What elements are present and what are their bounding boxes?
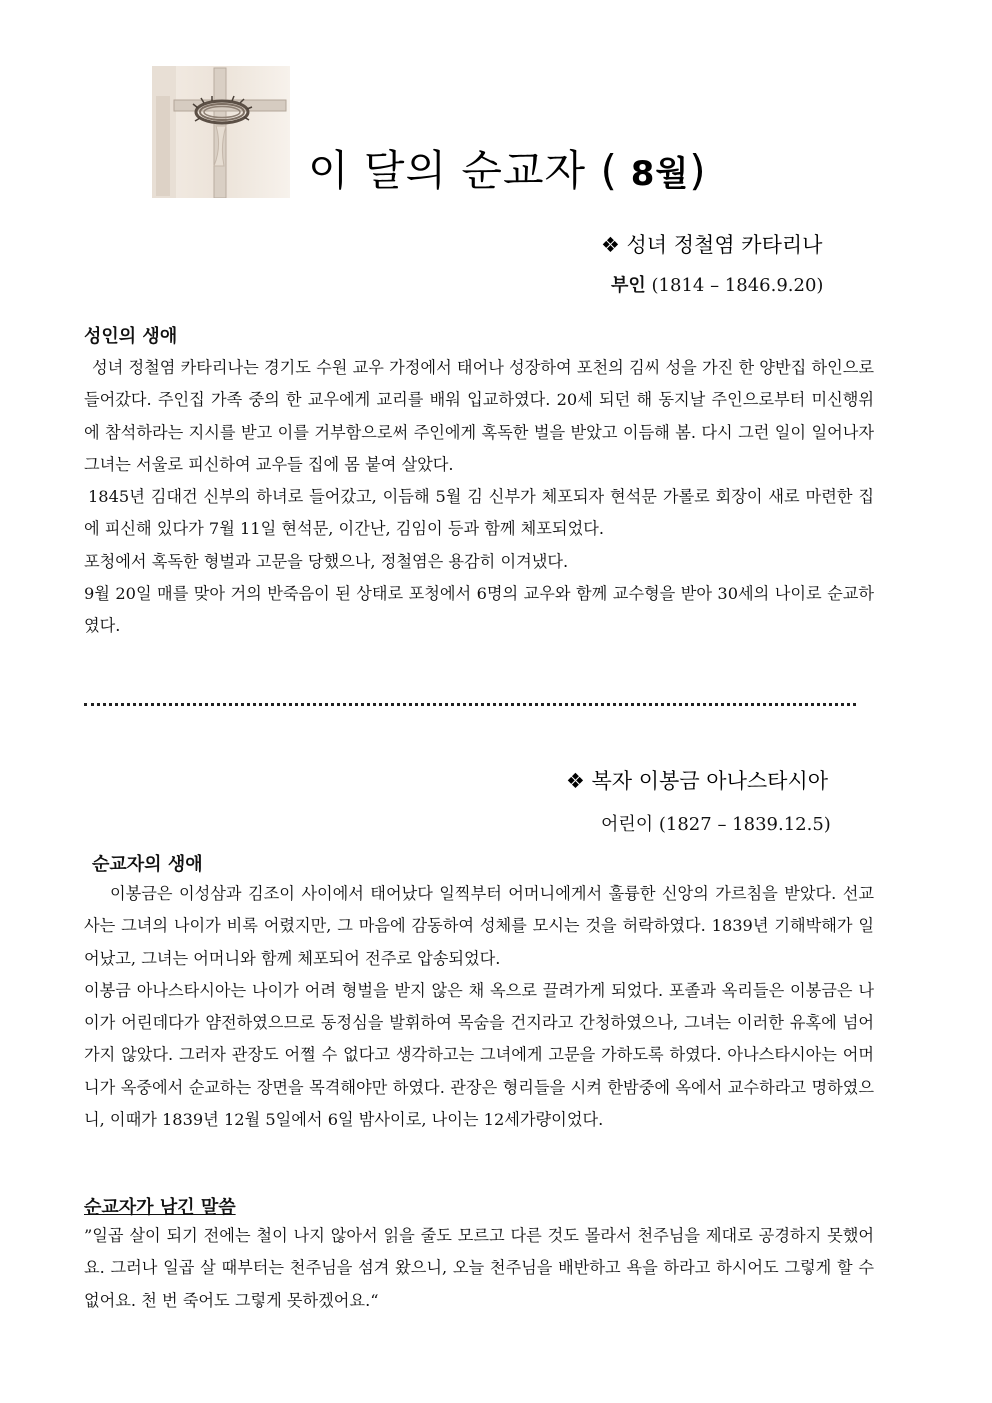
crucifix-crown-of-thorns-image bbox=[152, 66, 290, 198]
martyr-words-title: 순교자가 남긴 말씀 bbox=[84, 1197, 236, 1218]
saint1-paragraph: 9월 20일 매를 맞아 거의 반죽음이 된 상태로 포청에서 6명의 교우와 함께 교수형을 받아 30세의 나이로 순교하였다. bbox=[84, 584, 874, 636]
saint2-paragraph: 이봉금은 이성삼과 김조이 사이에서 태어났다 일찍부터 어머니에게서 훌륭한 신앙의 가르침을 받았다. 선교사는 그녀의 나이가 비록 어렸지만, 그 마음에 감동하여 성체를 모시는 것을 허락하였다. 1839년 기해박해가 일어났고, 그녀는 어머니와 함께 체포되어 전주로 압송되었다. bbox=[84, 884, 874, 968]
saint1-subtitle bbox=[611, 271, 823, 297]
saint1-paragraph: 포청에서 혹독한 형벌과 고문을 당했으나, 정철염은 용감히 이겨냈다. bbox=[84, 551, 569, 571]
martyr-quote-text: ”일곱 살이 되기 전에는 철이 나지 않아서 읽을 줄도 모르고 다른 것도 몰라서 천주님을 제대로 공경하지 못했어요. 그러나 일곱 살 때부터는 천주님을 섬겨 왔으니, 오늘 천주님을 배반하고 욕을 하라고 하시어도 그렇게 할 수 없어요. 천 번 죽어도 그렇게 못하겠어요.“ bbox=[84, 1226, 874, 1310]
saint1-status: 부인 bbox=[611, 275, 646, 296]
diamond-bullet-icon: ❖ bbox=[566, 769, 585, 793]
saint1-dates: (1814 – 1846.9.20) bbox=[651, 275, 824, 296]
saint2-section-title: 순교자의 생애 bbox=[92, 854, 203, 875]
page-title-month: 8월 bbox=[617, 154, 690, 194]
saint2-subtitle: 어린이 (1827 – 1839.12.5) bbox=[601, 814, 831, 835]
saint1-biography bbox=[84, 352, 874, 643]
martyr-words-quote bbox=[84, 1220, 874, 1317]
saint1-heading bbox=[601, 229, 822, 259]
section-divider bbox=[84, 703, 856, 706]
page-title bbox=[308, 138, 707, 198]
saint1-paragraph: 1845년 김대건 신부의 하녀로 들어갔고, 이듬해 5월 김 신부가 체포되자 현석문 가롤로 회장이 새로 마련한 집에 피신해 있다가 7월 11일 현석문, 이간난, 김임이 등과 함께 체포되었다. bbox=[84, 487, 874, 539]
page-title-close: ) bbox=[689, 146, 707, 195]
saint2-heading bbox=[566, 765, 828, 795]
saint2-name: 복자 이봉금 아나스타시아 bbox=[591, 769, 829, 793]
saint2-biography bbox=[84, 878, 874, 1136]
diamond-bullet-icon: ❖ bbox=[601, 233, 620, 257]
saint2-paragraph: 이봉금 아나스타시아는 나이가 어려 형벌을 받지 않은 채 옥으로 끌려가게 되었다. 포졸과 옥리들은 이봉금은 나이가 어린데다가 얌전하였으므로 동정심을 발휘하여 목숨을 건지라고 간청하였으나, 그녀는 이러한 유혹에 넘어가지 않았다. 그러자 관장도 어쩔 수 없다고 생각하고는 그녀에게 고문을 가하도록 하였다. 아나스타시아는 어머니가 옥중에서 순교하는 장면을 목격해야만 하였다. 관장은 형리들을 시켜 한밤중에 옥에서 교수하라고 명하였으니, 이때가 1839년 12월 5일에서 6일 밤사이로, 나이는 12세가량이었다. bbox=[84, 980, 874, 1130]
page-title-main: 이 달의 순교자 ( bbox=[308, 146, 618, 195]
saint1-name: 성녀 정철염 카타리나 bbox=[626, 233, 823, 257]
saint1-section-title: 성인의 생애 bbox=[84, 326, 178, 347]
saint1-paragraph: 성녀 정철염 카타리나는 경기도 수원 교우 가정에서 태어나 성장하여 포천의 김씨 성을 가진 한 양반집 하인으로 들어갔다. 주인집 가족 중의 한 교우에게 교리를 배워 입교하였다. 20세 되던 해 동지날 주인으로부터 미신행위에 참석하라는 지시를 받고 이를 거부함으로써 주인에게 혹독한 벌을 받았고 이듬해 봄. 다시 그런 일이 일어나자 그녀는 서울로 피신하여 교우들 집에 몸 붙여 살았다. bbox=[84, 358, 874, 474]
